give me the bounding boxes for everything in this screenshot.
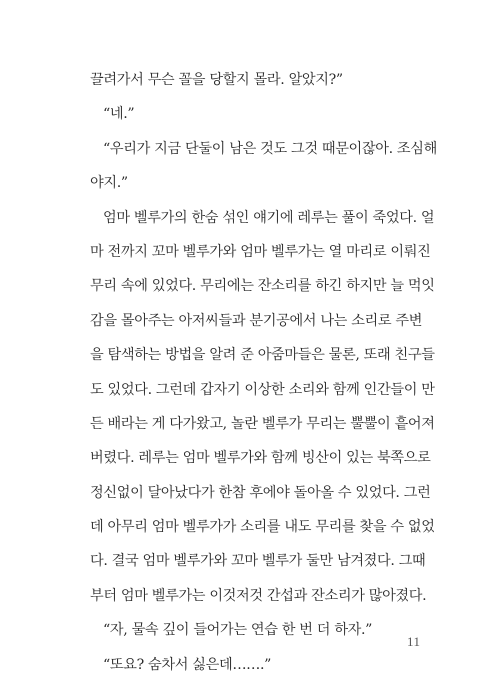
text-line: “자, 물속 깊이 들어가는 연습 한 번 더 하자.” [103,622,373,639]
text-line: 마 전까지 꼬마 벨루가와 엄마 벨루가는 열 마리로 이뤄진 [90,243,431,260]
text-line: 감을 몰아주는 아저씨들과 분기공에서 나는 소리로 주변 [90,312,423,329]
text-line: 야지.” [90,175,128,192]
text-line: “또요? 숨차서 싫은데…….” [103,656,272,673]
text-line: 버렸다. 레루는 엄마 벨루가와 함께 빙산이 있는 북쪽으로 [90,450,431,467]
body-text [90,72,440,691]
text-line: 다. 결국 엄마 벨루가와 꼬마 벨루가 둘만 남겨졌다. 그때 [90,553,426,570]
text-line: “네.” [103,106,135,123]
text-line: 엄마 벨루가의 한숨 섞인 얘기에 레루는 풀이 죽었다. 얼 [103,209,435,226]
text-line: 도 있었다. 그런데 갑자기 이상한 소리와 함께 인간들이 만 [90,381,435,398]
text-line: 을 탐색하는 방법을 알려 준 아줌마들은 물론, 또래 친구들 [90,347,435,364]
text-line: 끌려가서 무슨 꼴을 당할지 몰라. 알았지?” [90,72,343,88]
text-line: 정신없이 달아났다가 한참 후에야 돌아올 수 있었다. 그런 [90,484,431,501]
page-number: 11 [407,634,421,649]
text-line: 든 배라는 게 다가왔고, 놀란 벨루가 무리는 뿔뿔이 흩어져 [90,415,435,432]
text-line: 무리 속에 있었다. 무리에는 잔소리를 하긴 하지만 늘 먹잇 [90,278,435,295]
text-line: 데 아무리 엄마 벨루가가 소리를 내도 무리를 찾을 수 없었 [90,519,435,536]
text-line: 부터 엄마 벨루가는 이것저것 간섭과 잔소리가 많아졌다. [90,587,427,604]
text-line: “우리가 지금 단둘이 남은 것도 그것 때문이잖아. 조심해 [103,140,437,157]
